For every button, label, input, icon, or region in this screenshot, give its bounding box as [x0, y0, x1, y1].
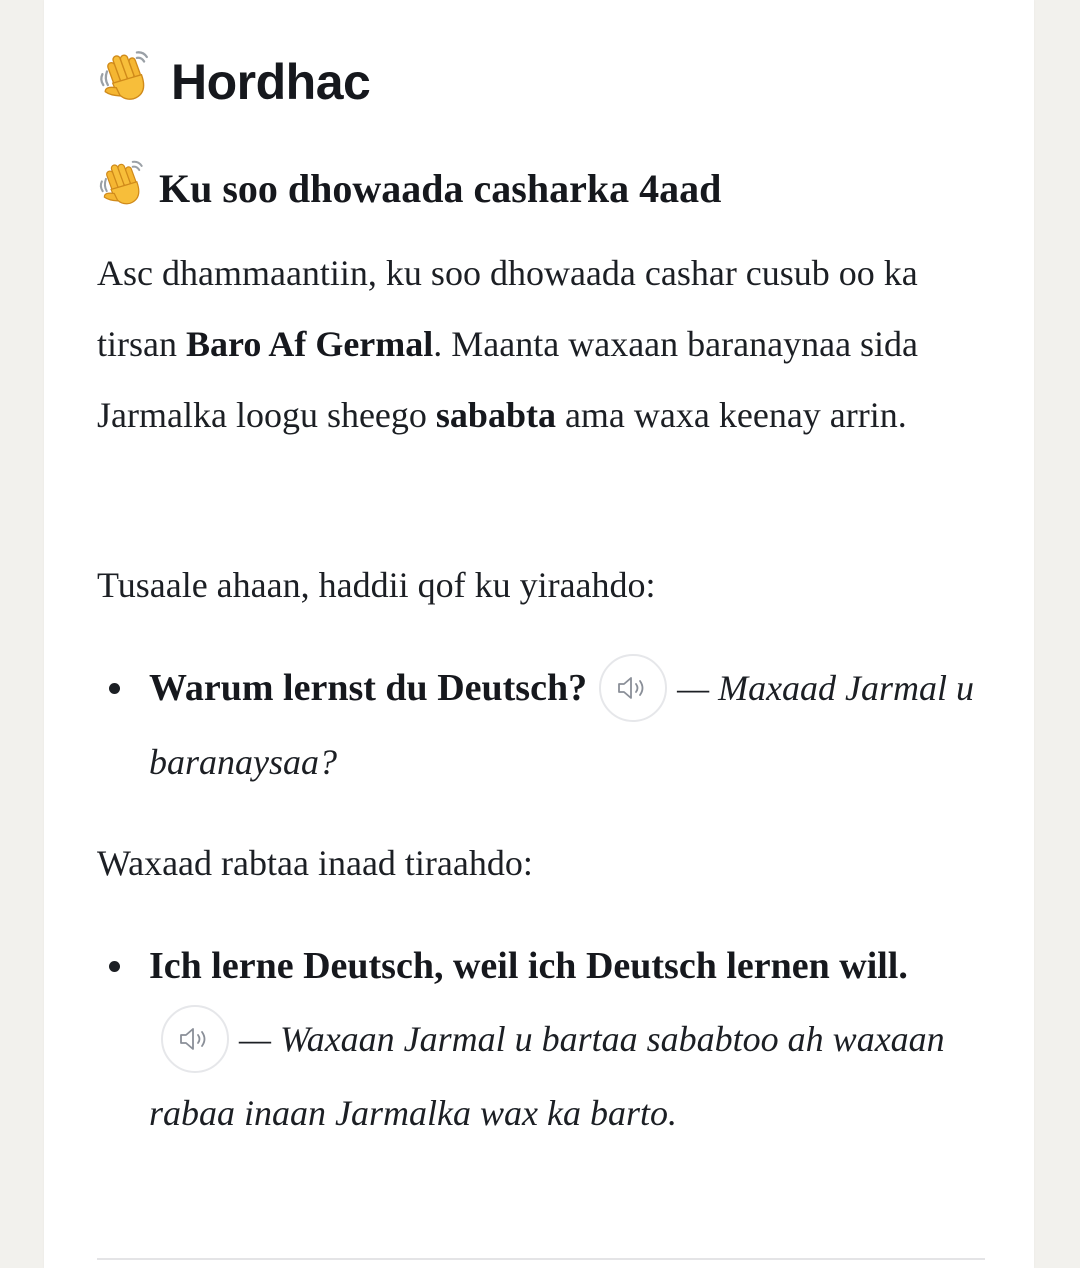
- course-name: Baro Af Germal: [185, 324, 434, 364]
- list-item: [149, 652, 989, 799]
- german-answer: Ich lerne Deutsch, weil ich Deutsch lernen will.: [149, 945, 908, 987]
- intro-text-1: Asc dhammaantiin, ku soo dhowaada cashar cusub oo ka tirsan: [97, 253, 918, 364]
- intro-text-2: . Maanta waxaan baranaynaa sida Jarmalka loogu sheego: [97, 324, 919, 435]
- speaker-icon: [616, 675, 650, 701]
- lesson-card: [44, 0, 1034, 1268]
- waving-hand-icon: [97, 47, 155, 117]
- keyword: sababta: [435, 395, 556, 435]
- answer-translation: — Waxaan Jarmal u bartaa sababtoo ah waxaan rabaa inaan Jarmalka wax ka barto.: [149, 1019, 945, 1133]
- answer-intro: Waxaad rabtaa inaad tiraahdo:: [97, 843, 533, 883]
- german-question: Warum lernst du Deutsch?: [149, 667, 588, 709]
- section-divider: [97, 1258, 985, 1260]
- play-audio-button[interactable]: [599, 654, 667, 722]
- question-translation: — Maxaad Jarmal u baranaysaa?: [149, 668, 975, 782]
- list-item: [149, 930, 989, 1150]
- section-heading: [97, 52, 370, 112]
- bullet-dot: [109, 683, 120, 694]
- speaker-icon: [178, 1026, 212, 1052]
- lesson-title: [97, 160, 721, 216]
- lesson-title-text: Ku soo dhowaada casharka 4aad: [159, 165, 722, 211]
- intro-text-3: ama waxa keenay arrin.: [555, 395, 907, 435]
- section-title: Hordhac: [171, 54, 371, 110]
- waving-hand-icon: [97, 157, 149, 219]
- bullet-dot: [109, 961, 120, 972]
- intro-paragraph: [97, 238, 987, 451]
- play-audio-button[interactable]: [161, 1005, 229, 1073]
- example-intro: Tusaale ahaan, haddii qof ku yiraahdo:: [97, 565, 656, 605]
